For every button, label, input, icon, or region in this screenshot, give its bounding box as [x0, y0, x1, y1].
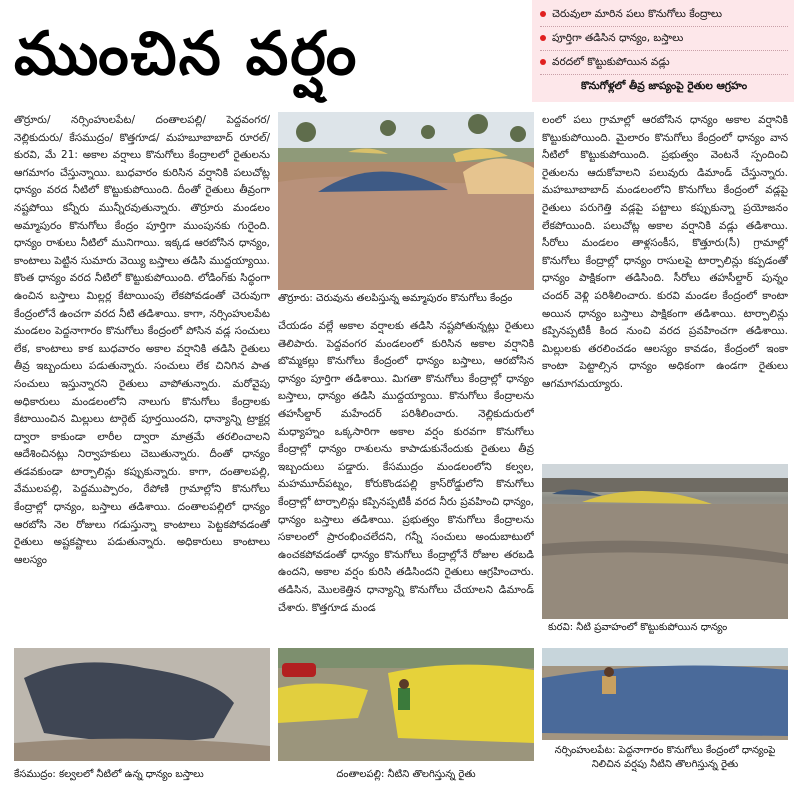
highlight-text: వరదలో కొట్టుకుపోయిన వడ్లు: [552, 56, 670, 68]
highlights-box: [532, 0, 794, 102]
photo-dantalapalli: [278, 648, 534, 761]
photo-kuravi: [542, 464, 788, 619]
photo-ammapuram-center: [278, 112, 534, 290]
highlight-item: [540, 51, 788, 75]
photo-caption-bottom-right: నర్సింహులపేట: పెద్దనాగారం కొనుగోలు కేంద్రంలో ధాన్యంపై నిలిచిన వర్షపు నీటిని తొలగిస్తున్న రైతు: [554, 745, 776, 770]
flooded-center-illustration: [278, 112, 534, 290]
photo-kalvala: [14, 648, 270, 761]
dantalapalli-illustration: [278, 648, 534, 761]
photo-caption-top: తొర్రూరు: చెరువును తలపిస్తున్న అమ్మాపురం కొనుగోలు కేంద్రం: [278, 293, 513, 304]
photo-caption-right: కురవి: నీటి ప్రవాహంలో కొట్టుకుపోయిన ధాన్యం: [548, 622, 728, 633]
article-column-1: తొర్రూరు/ నర్సింహులపేట/ దంతాలపల్లి/ పెద్దవంగర/ నెల్లికుదురు/ కేసముద్రం/ కొత్తగూడ/ మహబూబాబాద్ రూరల్/ కురవి, మే 21: అకాల వర్షాలు కొనుగోలు కేంద్రాలలో రైతులను ఆగమాగం చేస్తున్నాయి. బుధవారం కురిసిన వర్షానికి పలుచోట్ల ధాన్యం వరద నీటిలో కొట్టుకుపోయింది. దీంతో రైతులు తీవ్రంగా నష్టపోయి కన్నీరు మున్నీరవుతున్నారు. తొర్రూరు మండలం అమ్మాపురం కొనుగోలు కేంద్రం పూర్తిగా ముంపునకు గురైంది. ధాన్యం రాశులు నీటిలో మునిగాయి. ఇక్కడ ఆరబోసిన ధాన్యం, కాంటాలు పెట్టిన సుమారు వెయ్యి బస్తాలు తడిసి ముద్దయ్యాయి. కొంత ధాన్యం వరద నీటిలో కొట్టుకుపోయింది. లోడింగ్‌కు సిద్ధంగా ఉంచిన బస్తాలు మిల్లర్ల కేటాయింపు లేకపోవడంతో చెరువుగా కేంద్రంలోనే ఉంచగా వరద నీటి తడిశాయి. కాగా, నర్సింహులపేట మండలం పెద్దనాగారం కొనుగోలు కేంద్రంలో పోసిన వడ్ల సంచులు లేక, కాంటాలు కాక బుధవారం అకాల వర్షానికి తడిసి రైతులు తీవ్ర ఇబ్బందులు పడుతున్నారు. సంచులు లేక చినిగిన పాత సంచులు ఇస్తున్నారని రైతులు వాపోతున్నారు. మరోవైపు అధికారులు మండలంలోని నాలుగు కొనుగోలు కేంద్రాలకు కేటాయించిన మిల్లులు టార్గెట్ పూర్తయిందని, ధాన్యాన్ని ట్రాక్టర్ల ద్వారా కాకుండా లారీల ద్వారా మాత్రమే తరలించాలని ఆదేశించినట్లు నిర్వాహకులు చెబుతున్నారు. దీంతో ధాన్యం తడవకుండా టార్పాలిన్లు కప్పుకున్నారు. కాగా, దంతాలపల్లి, వేములపల్లి, పెద్దముప్పారం, రేపోణి గ్రామాల్లోని కొనుగోలు కేంద్రాల్లో ధాన్యం, బస్తాలు తడిశాయి. దంతాలపల్లిలో ధాన్యం ఆరబోసి నెల రోజులు గడుస్తున్నా కాంటాలు పెట్టకపోవడంతో రైతులు అష్టకష్టాలు పడుతున్నారు. అధికారులు కాంటాలు ఆలస్యం: [14, 114, 270, 566]
peddanagaram-illustration: [542, 648, 788, 740]
kalvala-illustration: [14, 648, 270, 761]
highlight-item: [540, 75, 788, 98]
photo-peddanagaram: [542, 648, 788, 740]
headline: ముంచిన వర్షం: [14, 19, 359, 89]
highlight-text: చెరువులా మారిన పలు కొనుగోలు కేంద్రాలు: [552, 8, 722, 20]
article-column-2: చేయడం వల్లే అకాల వర్షాలకు తడిసి నష్టపోతున్నట్లు రైతులు తెలిపారు. పెద్దవంగర మండలంలో కురిసిన అకాల వర్షానికి బొమ్మకల్లు కొనుగోలు కేంద్రంలో ధాన్యం బస్తాలు, ఆరబోసిన ధాన్యం పూర్తిగా తడిశాయి. మిగతా కొనుగోలు కేంద్రాల్లో ధాన్యం బస్తాలు, ధాన్యం తడిసి ముద్దయ్యాయి. కొనుగోలు కేంద్రాలను తహసీల్దార్ మహేందర్ పరిశీలించారు. నెల్లికుదురులో మధ్యాహ్నం ఒక్కసారిగా అకాల వర్షం కురవగా కొనుగోలు కేంద్రాల్లో ధాన్యం రాశులను కాపాడుకునేందుకు రైతులు తీవ్ర ఇబ్బందులు పడ్డారు. కేసముద్రం మండలంలోని కల్వల, మహమూద్‌పట్నం, కోరుకొండపల్లి క్రాస్‌రోడ్డులోని కొనుగోలు కేంద్రాల్లో టార్పాలిన్లు కప్పినప్పటికీ వరద నీరు ప్రవహించి ధాన్యం, ధాన్యం బస్తాలు తడిశాయి. ప్రభుత్వం కొనుగోలు కేంద్రాలను సకాలంలో ప్రారంభించలేదని, గన్నీ సంచులు అందుబాటులో ఉంచకపోవడంతో ధాన్యం కొనుగోలు కేంద్రాల్లోనే రోజుల తరబడి ఉందని, అకాల వర్షం కురిసి తడిసిందని రైతులు ఆగ్రహించారు. తడిసిన, మొలకెత్తిన ధాన్యాన్ని కొనుగోలు చేయాలని డిమాండ్ చేశారు. కొత్తగూడ మండ: [278, 320, 534, 614]
bullet-icon: [540, 59, 546, 65]
bullet-icon: [540, 11, 546, 17]
article-column-3: లంలో పలు గ్రామాల్లో ఆరబోసిన ధాన్యం అకాల వర్షానికి కొట్టుకుపోయింది. మైలారం కొనుగోలు కేంద్రంలో ధాన్యం వాన నీటిలో కొట్టుకుపోయింది. ప్రభుత్వం వెంటనే స్పందించి రైతులను ఆదుకోవాలని పలువురు డిమాండ్ చేస్తున్నారు. మహబూబాబాద్ మండలంలోని కొనుగోలు కేంద్రంలో వడ్లపై రైతులు పరుగెత్తి వడ్లపై పట్టాలు కప్పుకున్నా ప్రయోజనం లేకపోయింది. పలుచోట్ల అకాల వర్షానికి వడ్లు తడిశాయి. సీరోలు మండలం తాళ్లసంకీస, కొత్తూరు(సీ) గ్రామాల్లో కొనుగోలు కేంద్రాల్లో ధాన్యం రాసులపై టార్పాలిన్లు కప్పడంతో ధాన్యం పాక్షికంగా తడిసింది. సీరోలు తహసీల్దార్ పున్నం చందర్ వెళ్లి పరిశీలించారు. కురవి మండల కేంద్రంలో కాంటా అయిన ధాన్యం బస్తాలు పాక్షికంగా తడిశాయి. టార్పాలిన్లు కప్పినప్పటికీ కింద నుంచి వరద ప్రవహించగా తడిశాయి. మిల్లులకు తరలించడం ఆలస్యం కావడం, కేంద్రంలో ఇంకా కాంటా పెట్టాల్సిన ధాన్యం అధికంగా ఉండగా రైతులు ఆగమాగమయ్యారు.: [542, 114, 788, 390]
highlight-text: పూర్తిగా తడిసిన ధాన్యం, బస్తాలు: [552, 32, 684, 44]
photo-caption-bottom-mid: దంతాలపల్లి: నీటిని తొలగిస్తున్న రైతు: [336, 769, 476, 780]
highlight-item: [540, 3, 788, 27]
photo-caption-bottom-left: కేసముద్రం: కల్వలలో నీటిలో ఉన్న ధాన్యం బస్తాలు: [14, 769, 204, 780]
highlights-list: [540, 3, 788, 98]
highlight-item: [540, 27, 788, 51]
highlight-text: కొనుగోళ్లలో తీవ్ర జాప్యంపై రైతుల ఆగ్రహం: [580, 80, 748, 92]
kuravi-illustration: [542, 464, 788, 619]
bullet-icon: [540, 35, 546, 41]
